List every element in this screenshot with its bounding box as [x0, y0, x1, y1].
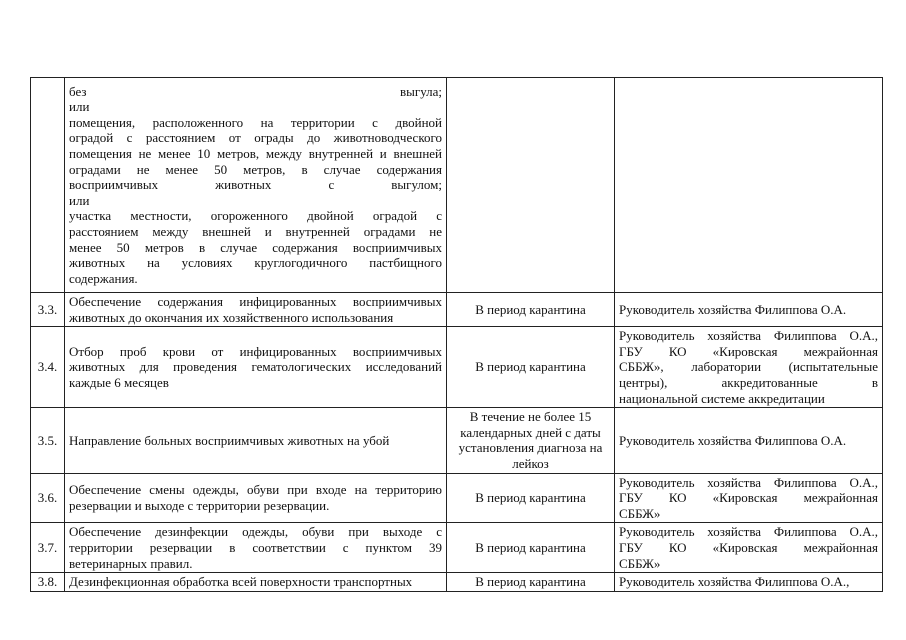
- measure-cell: [65, 293, 447, 327]
- responsible-line: СББЖ»: [619, 505, 661, 521]
- responsible-line: Руководитель хозяйства Филиппова О.А.: [619, 432, 847, 448]
- table-row: [31, 408, 883, 473]
- measure-line: или: [69, 192, 90, 208]
- period-line: В течение не более 15: [469, 409, 592, 425]
- measure-line: животных для проведения гематологических исследований: [69, 359, 442, 375]
- measure-line: Обеспечение смены одежды, обуви при входе на территорию: [69, 482, 442, 498]
- table-row: [31, 523, 883, 573]
- responsible-line: СББЖ»: [619, 555, 661, 571]
- responsible-line: ГБУ КО «Кировская межрайонная: [619, 343, 878, 359]
- measure-cell: [65, 523, 447, 573]
- row-number: 3.3.: [31, 293, 65, 327]
- responsible-line: национальной системе аккредитации: [619, 390, 825, 406]
- period-cell: [447, 473, 615, 523]
- table-row: [31, 327, 883, 408]
- measure-line: резервации и выходе с территории резервации.: [69, 497, 330, 513]
- measure-cell: [65, 473, 447, 523]
- row-number: 3.5.: [31, 408, 65, 473]
- responsible-cell: [615, 523, 883, 573]
- responsible-line: Руководитель хозяйства Филиппова О.А.,: [619, 328, 878, 344]
- measure-cell: [65, 78, 447, 293]
- measure-cell: [65, 573, 447, 592]
- period-cell: [447, 293, 615, 327]
- period-line: установления диагноза на: [458, 440, 603, 456]
- measure-line: Обеспечение дезинфекции одежды, обуви при выходе с: [69, 524, 442, 540]
- measure-line: или: [69, 99, 90, 115]
- responsible-line: центры), аккредитованные в: [619, 374, 878, 390]
- period-cell: [447, 327, 615, 408]
- measure-line: животных до окончания их хозяйственного использования: [69, 309, 394, 325]
- period-line: В период карантина: [475, 574, 586, 590]
- responsible-cell: [615, 408, 883, 473]
- table-row: [31, 473, 883, 523]
- measure-cell: [65, 408, 447, 473]
- measures-table: [30, 77, 883, 592]
- row-number: 3.6.: [31, 473, 65, 523]
- period-line: В период карантина: [475, 539, 586, 555]
- table-row: [31, 573, 883, 592]
- period-line: В период карантина: [475, 301, 586, 317]
- responsible-line: Руководитель хозяйства Филиппова О.А.,: [619, 574, 850, 590]
- measure-line: оградами не менее 50 метров, в случае содержания: [69, 161, 442, 177]
- measure-line: Направление больных восприимчивых животных на убой: [69, 432, 390, 448]
- measure-line: территории резервации в соответствии с пунктом 39: [69, 539, 442, 555]
- measure-line: помещения не менее 10 метров, между внутренней и внешней: [69, 146, 442, 162]
- measure-line: Обеспечение содержания инфицированных восприимчивых: [69, 294, 442, 309]
- row-number: 3.7.: [31, 523, 65, 573]
- period-line: В период карантина: [475, 359, 586, 375]
- row-number: 3.8.: [31, 573, 65, 592]
- measure-line: каждые 6 месяцев: [69, 374, 169, 390]
- measure-line: оградой с расстоянием от ограды до животноводческого: [69, 130, 442, 146]
- period-cell: [447, 523, 615, 573]
- measure-line: менее 50 метров в случае содержания восприимчивых: [69, 239, 442, 255]
- measure-line: помещения, расположенного на территории с двойной: [69, 114, 442, 130]
- measure-line: восприимчивых животных с выгулом;: [69, 177, 442, 193]
- measure-line: животных на условиях круглогодичного пастбищного: [69, 255, 442, 271]
- table-row: [31, 78, 883, 293]
- responsible-cell: [615, 473, 883, 523]
- period-line: календарных дней с даты: [460, 424, 601, 440]
- responsible-line: ГБУ КО «Кировская межрайонная: [619, 490, 878, 506]
- measure-line: расстоянием между внешней и внутренней оградами не: [69, 223, 442, 239]
- responsible-line: Руководитель хозяйства Филиппова О.А.: [619, 301, 847, 317]
- responsible-cell: [615, 573, 883, 592]
- measure-line: ветеринарных правил.: [69, 555, 193, 571]
- measure-line: Дезинфекционная обработка всей поверхности транспортных: [69, 574, 413, 590]
- period-line: лейкоз: [512, 455, 549, 471]
- measure-line: содержания.: [69, 270, 138, 286]
- responsible-cell: [615, 78, 883, 293]
- responsible-line: ГБУ КО «Кировская межрайонная: [619, 539, 878, 555]
- responsible-cell: [615, 293, 883, 327]
- row-number: [31, 78, 65, 293]
- responsible-line: Руководитель хозяйства Филиппова О.А.,: [619, 524, 878, 540]
- period-cell: [447, 78, 615, 293]
- period-cell: [447, 408, 615, 473]
- measure-line: Отбор проб крови от инфицированных восприимчивых: [69, 343, 442, 359]
- responsible-line: Руководитель хозяйства Филиппова О.А.,: [619, 474, 878, 490]
- responsible-line: СББЖ», лаборатории (испытательные: [619, 359, 878, 375]
- measure-cell: [65, 327, 447, 408]
- measure-line: без выгула;: [69, 83, 442, 99]
- period-line: В период карантина: [475, 490, 586, 506]
- responsible-cell: [615, 327, 883, 408]
- measure-line: участка местности, огороженного двойной оградой с: [69, 208, 442, 224]
- measures-table-body: [31, 78, 883, 592]
- period-cell: [447, 573, 615, 592]
- table-row: [31, 293, 883, 327]
- row-number: 3.4.: [31, 327, 65, 408]
